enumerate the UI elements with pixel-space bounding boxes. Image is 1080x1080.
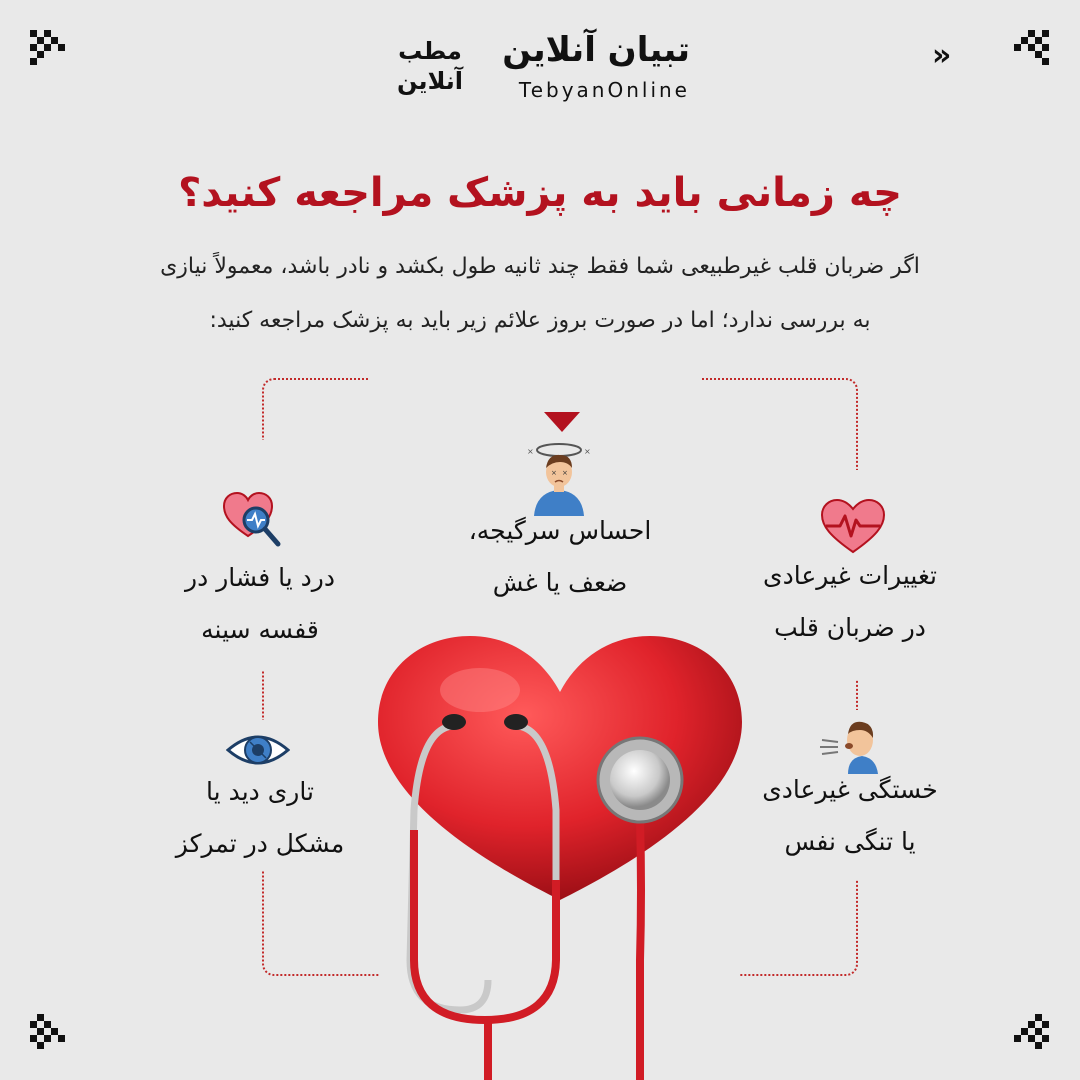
corner-pattern-icon xyxy=(1014,1014,1050,1050)
brand-name-fa: تبیان آنلاین xyxy=(502,30,690,70)
svg-text:×: × xyxy=(584,447,591,456)
svg-text:×: × xyxy=(527,447,534,456)
symptom-heartbeat-line2: در ضربان قلب xyxy=(774,613,926,642)
symptom-breath-line1: خستگی غیرعادی xyxy=(762,775,938,804)
brand-name-en: TebyanOnline xyxy=(518,78,690,102)
corner-pattern-icon xyxy=(30,1014,66,1050)
symptom-dizziness xyxy=(440,505,680,609)
symptom-vision-line2: مشکل در تمرکز xyxy=(175,829,345,858)
heartbeat-icon xyxy=(820,498,886,554)
matab-line1: مطب xyxy=(398,37,462,65)
svg-text:×: × xyxy=(551,469,557,477)
matab-line2: آنلاین xyxy=(396,67,464,95)
svg-text:×: × xyxy=(562,469,568,477)
matab-logo xyxy=(385,36,475,106)
symptom-vision-line1: تاری دید یا xyxy=(206,777,314,806)
symptom-breath xyxy=(740,764,960,868)
next-chevron-icon[interactable]: » xyxy=(932,38,952,73)
symptom-heartbeat xyxy=(740,550,960,654)
symptom-breath-line2: یا تنگی نفس xyxy=(784,827,916,856)
symptom-vision xyxy=(140,766,380,870)
corner-pattern-icon xyxy=(1014,30,1050,66)
corner-pattern-icon xyxy=(30,30,66,66)
down-arrow-icon xyxy=(544,412,580,432)
symptom-chest xyxy=(150,552,370,656)
symptom-chest-line1: درد یا فشار در xyxy=(185,563,335,592)
symptom-chest-line2: قفسه سینه xyxy=(201,615,319,644)
intro-paragraph: اگر ضربان قلب غیرطبیعی شما فقط چند ثانیه طول بکشد و نادر باشد، معمولاً نیازی به بررسی ندارد؛ اما در صورت بروز علائم زیر باید به پزشک مراجعه کنید: xyxy=(160,254,920,333)
heart-magnifier-icon xyxy=(222,490,284,550)
symptom-heartbeat-line1: تغییرات غیرعادی xyxy=(763,561,937,590)
symptom-dizziness-line1: احساس سرگیجه، xyxy=(468,516,652,545)
heart-stethoscope-illustration xyxy=(370,630,750,1080)
page-title: چه زمانی باید به پزشک مراجعه کنید؟ xyxy=(178,170,902,216)
symptom-dizziness-line2: ضعف یا غش xyxy=(492,568,628,597)
